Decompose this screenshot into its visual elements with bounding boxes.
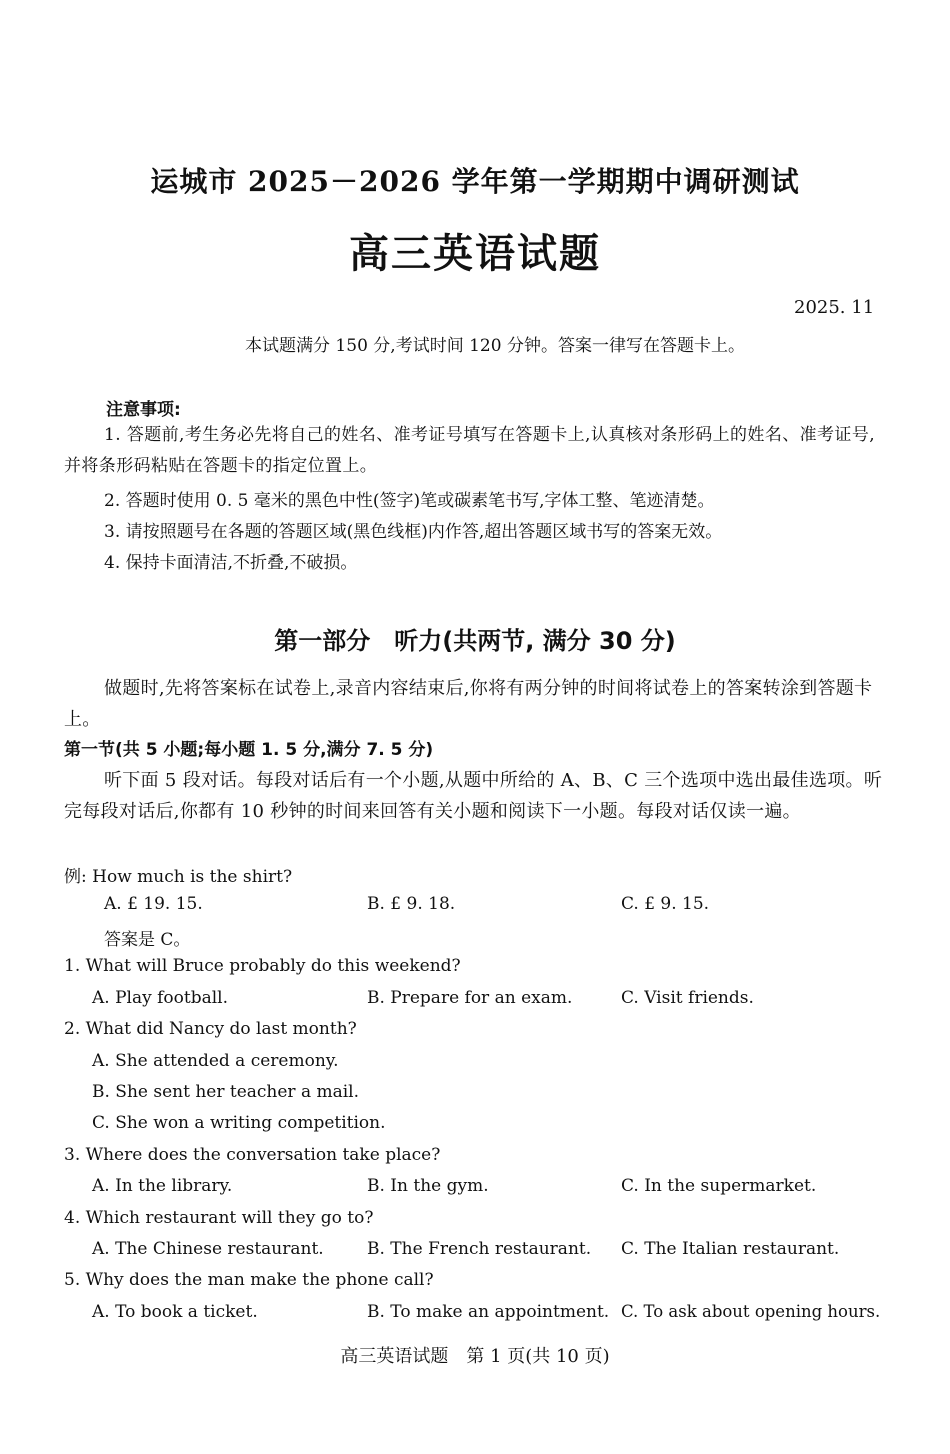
question-2: 2. What did Nancy do last month? <box>64 1019 357 1039</box>
question-4-option-b: B. The French restaurant. <box>367 1239 592 1259</box>
notice-item-2: 2. 答题时使用 0. 5 毫米的黑色中性(签字)笔或碳素笔书写,字体工整、笔迹清楚。 <box>104 491 715 511</box>
section1-title: 第一节(共 5 小题;每小题 1. 5 分,满分 7. 5 分) <box>64 740 434 760</box>
question-5: 5. Why does the man make the phone call? <box>64 1270 434 1290</box>
example-option-b: B. £ 9. 18. <box>367 894 456 914</box>
part1-title: 第一部分 听力(共两节, 满分 30 分) <box>274 627 676 655</box>
question-1: 1. What will Bruce probably do this weekend? <box>64 956 461 976</box>
example-question: 例: How much is the shirt? <box>64 867 293 887</box>
exam-title-line2: 高三英语试题 <box>349 230 601 277</box>
question-2-option-c: C. She won a writing competition. <box>92 1113 386 1133</box>
question-2-option-a: A. She attended a ceremony. <box>92 1051 339 1071</box>
notice-item-3: 3. 请按照题号在各题的答题区域(黑色线框)内作答,超出答题区域书写的答案无效。 <box>104 522 723 542</box>
exam-title-line1: 运城市 2025－2026 学年第一学期期中调研测试 <box>150 165 800 198</box>
exam-date: 2025. 11 <box>794 297 875 318</box>
question-3-option-a: A. In the library. <box>92 1176 233 1196</box>
part1-instructions: 做题时,先将答案标在试卷上,录音内容结束后,你将有两分钟的时间将试卷上的答案转涂到答题卡上。 <box>64 678 873 730</box>
example-option-c: C. £ 9. 15. <box>621 894 710 914</box>
question-4: 4. Which restaurant will they go to? <box>64 1208 374 1228</box>
section1-instructions: 听下面 5 段对话。每段对话后有一个小题,从题中所给的 A、B、C 三个选项中选出最佳选项。听完每段对话后,你都有 10 秒钟的时间来回答有关小题和阅读下一小题。每段对话仅读一遍。 <box>64 770 883 822</box>
question-5-option-a: A. To book a ticket. <box>92 1302 258 1322</box>
notice-item-1: 1. 答题前,考生务必先将自己的姓名、准考证号填写在答题卡上,认真核对条形码上的姓名、准考证号,并将条形码粘贴在答题卡的指定位置上。 <box>64 425 876 476</box>
question-1-option-b: B. Prepare for an exam. <box>367 988 573 1008</box>
notice-item-4: 4. 保持卡面清洁,不折叠,不破损。 <box>104 553 358 573</box>
question-3-option-b: B. In the gym. <box>367 1176 489 1196</box>
question-2-option-b: B. She sent her teacher a mail. <box>92 1082 360 1102</box>
question-5-option-c: C. To ask about opening hours. <box>621 1302 881 1321</box>
question-4-option-c: C. The Italian restaurant. <box>621 1239 840 1259</box>
question-4-option-a: A. The Chinese restaurant. <box>92 1239 324 1259</box>
question-3: 3. Where does the conversation take place? <box>64 1145 441 1165</box>
notice-title: 注意事项: <box>106 400 181 420</box>
page-footer: 高三英语试题 第 1 页(共 10 页) <box>340 1346 610 1367</box>
question-5-option-b: B. To make an appointment. <box>367 1302 610 1322</box>
example-answer: 答案是 C。 <box>104 930 191 950</box>
question-1-option-a: A. Play football. <box>92 988 228 1008</box>
question-1-option-c: C. Visit friends. <box>621 988 754 1008</box>
example-option-a: A. £ 19. 15. <box>104 894 203 914</box>
exam-intro: 本试题满分 150 分,考试时间 120 分钟。答案一律写在答题卡上。 <box>245 336 745 356</box>
question-3-option-c: C. In the supermarket. <box>621 1176 817 1196</box>
